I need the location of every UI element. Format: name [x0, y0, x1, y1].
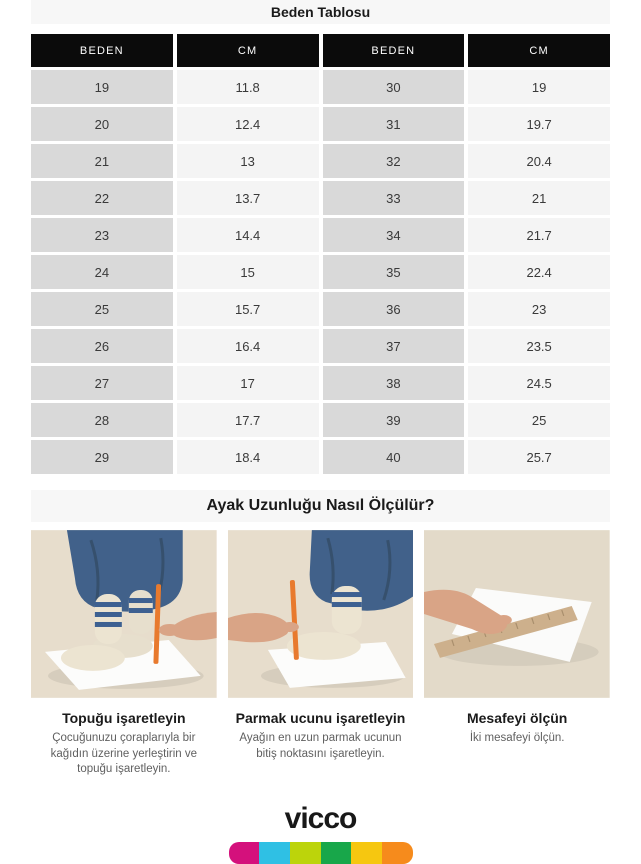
table-header-cell: BEDEN [323, 34, 465, 67]
size-cell: 37 [323, 329, 465, 363]
cm-cell: 11.8 [177, 70, 319, 104]
size-cell: 25 [31, 292, 173, 326]
measure-step-3 [424, 530, 610, 778]
measure-step-1 [31, 530, 217, 778]
size-cell: 32 [323, 144, 465, 178]
cm-cell: 15 [177, 255, 319, 289]
cm-cell: 12.4 [177, 107, 319, 141]
step-3-title: Mesafeyi ölçün [466, 710, 568, 726]
cm-cell: 23.5 [468, 329, 610, 363]
cm-cell: 18.4 [177, 440, 319, 474]
measuring-photo [424, 530, 610, 698]
brand-bar-segment [382, 842, 413, 864]
brand-bar-segment [321, 842, 352, 864]
size-cell: 26 [31, 329, 173, 363]
cm-cell: 20.4 [468, 144, 610, 178]
size-cell: 23 [31, 218, 173, 252]
table-header-cell: CM [468, 34, 610, 67]
cm-cell: 17 [177, 366, 319, 400]
cm-cell: 22.4 [468, 255, 610, 289]
brand-bar-segment [290, 842, 321, 864]
size-cell: 21 [31, 144, 173, 178]
brand-color-bar [229, 842, 413, 864]
size-cell: 34 [323, 218, 465, 252]
step-1-description: Çocuğunuzu çoraplarıyla bir kağıdın üzerine yerleştirin ve topuğu işaretleyin. [50, 732, 198, 776]
measure-step-2 [228, 530, 414, 778]
size-cell: 27 [31, 366, 173, 400]
size-cell: 19 [31, 70, 173, 104]
brand-bar-segment [351, 842, 382, 864]
table-header-cell: BEDEN [31, 34, 173, 67]
size-cell: 30 [323, 70, 465, 104]
cm-cell: 16.4 [177, 329, 319, 363]
vicco-logo: vicco [284, 801, 357, 835]
toe-marking-photo [228, 530, 414, 698]
step-1-title: Topuğu işaretleyin [62, 710, 186, 726]
size-cell: 40 [323, 440, 465, 474]
cm-cell: 21 [468, 181, 610, 215]
size-cell: 36 [323, 292, 465, 326]
cm-cell: 13 [177, 144, 319, 178]
measure-steps [31, 530, 610, 778]
cm-cell: 14.4 [177, 218, 319, 252]
size-cell: 29 [31, 440, 173, 474]
brand-bar-segment [259, 842, 290, 864]
size-cell: 39 [323, 403, 465, 437]
measure-section-title: Ayak Uzunluğu Nasıl Ölçülür? [31, 490, 610, 522]
step-2-title: Parmak ucunu işaretleyin [235, 710, 406, 726]
heel-marking-photo [31, 530, 217, 698]
size-cell: 35 [323, 255, 465, 289]
table-header-cell: CM [177, 34, 319, 67]
size-cell: 24 [31, 255, 173, 289]
size-cell: 38 [323, 366, 465, 400]
cm-cell: 17.7 [177, 403, 319, 437]
cm-cell: 19.7 [468, 107, 610, 141]
cm-cell: 15.7 [177, 292, 319, 326]
step-3-description: İki mesafeyi ölçün. [469, 732, 565, 744]
brand-bar-segment [229, 842, 260, 864]
size-cell: 28 [31, 403, 173, 437]
step-2-description: Ayağın en uzun parmak ucunun bitiş noktasını işaretleyin. [239, 732, 402, 760]
size-cell: 33 [323, 181, 465, 215]
cm-cell: 13.7 [177, 181, 319, 215]
size-chart-title: Beden Tablosu [31, 0, 610, 24]
cm-cell: 19 [468, 70, 610, 104]
cm-cell: 24.5 [468, 366, 610, 400]
size-cell: 20 [31, 107, 173, 141]
size-cell: 31 [323, 107, 465, 141]
cm-cell: 21.7 [468, 218, 610, 252]
cm-cell: 25.7 [468, 440, 610, 474]
size-cell: 22 [31, 181, 173, 215]
jeans [67, 530, 183, 611]
size-table [31, 34, 610, 474]
cm-cell: 23 [468, 292, 610, 326]
cm-cell: 25 [468, 403, 610, 437]
